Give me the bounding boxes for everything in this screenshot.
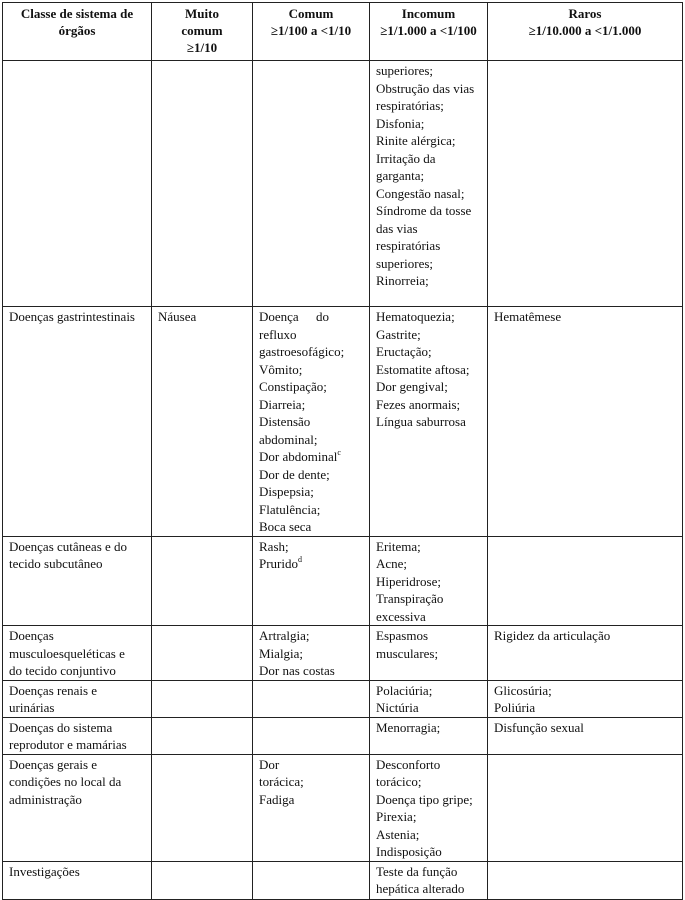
cell-very-common [152,861,253,899]
cell-very-common [152,626,253,681]
cell-organ-class: Doenças renais e urinárias [3,680,152,717]
cell-organ-class: Doenças gerais e condições no local da administração [3,754,152,861]
table-row [3,626,683,681]
cell-rare: Glicosúria; Poliúria [488,680,683,717]
cell-uncommon: Eritema; Acne; Hiperidrose; Transpiração excessiva [370,536,488,626]
header-uncommon: Incomum ≥1/1.000 a <1/100 [370,3,488,61]
cell-very-common [152,680,253,717]
cell-common: Doença do refluxo gastroesofágico; Vômito; Constipação; Diarreia; Distensão abdominal; Dor abdominal$^c$ Dor de dente; Dispepsia; Flatulência; Boca seca [253,307,370,537]
cell-rare: Hematêmese [488,307,683,537]
cell-organ-class: Investigações [3,861,152,899]
table-row [3,61,683,307]
cell-organ-class: Doenças gastrintestinais [3,307,152,537]
footnote-mark: c [337,447,341,457]
table-row [3,861,683,899]
cell-very-common [152,536,253,626]
cell-uncommon: Espasmos musculares; [370,626,488,681]
cell-rare [488,754,683,861]
cell-common [253,717,370,754]
cell-very-common [152,754,253,861]
cell-common: Dor torácica; Fadiga [253,754,370,861]
header-organ-class: Classe de sistema de órgãos [3,3,152,61]
header-row [3,3,683,61]
cell-rare [488,536,683,626]
cell-common [253,861,370,899]
cell-uncommon: Hematoquezia; Gastrite; Eructação; Estomatite aftosa; Dor gengival; Fezes anormais; Língua saburrosa [370,307,488,537]
cell-organ-class [3,61,152,307]
table-row [3,754,683,861]
header-common: Comum ≥1/100 a <1/10 [253,3,370,61]
cell-very-common: Náusea [152,307,253,537]
cell-rare [488,861,683,899]
table-row [3,536,683,626]
cell-uncommon: Teste da função hepática alterado [370,861,488,899]
cell-organ-class: Doenças musculoesqueléticas e do tecido conjuntivo [3,626,152,681]
cell-common [253,61,370,307]
cell-uncommon: superiores; Obstrução das vias respiratórias; Disfonia; Rinite alérgica; Irritação da garganta; Congestão nasal; Síndrome da tosse das vias respiratórias superiores; Rinorreia; [370,61,488,307]
cell-very-common [152,61,253,307]
cell-rare: Rigidez da articulação [488,626,683,681]
cell-rare: Disfunção sexual [488,717,683,754]
footnote-mark: d [298,554,302,564]
cell-rare [488,61,683,307]
cell-common [253,680,370,717]
cell-common: Artralgia; Mialgia; Dor nas costas [253,626,370,681]
cell-very-common [152,717,253,754]
table-row [3,307,683,537]
adverse-reactions-table [2,2,683,900]
table-row [3,717,683,754]
cell-organ-class: Doenças do sistema reprodutor e mamárias [3,717,152,754]
cell-common: Rash; Prurido$^d$ [253,536,370,626]
cell-uncommon: Polaciúria; Nictúria [370,680,488,717]
cell-uncommon: Desconforto torácico; Doença tipo gripe; Pirexia; Astenia; Indisposição [370,754,488,861]
header-very-common: Muito comum ≥1/10 [152,3,253,61]
header-rare: Raros ≥1/10.000 a <1/1.000 [488,3,683,61]
cell-uncommon: Menorragia; [370,717,488,754]
cell-organ-class: Doenças cutâneas e do tecido subcutâneo [3,536,152,626]
table-row [3,680,683,717]
